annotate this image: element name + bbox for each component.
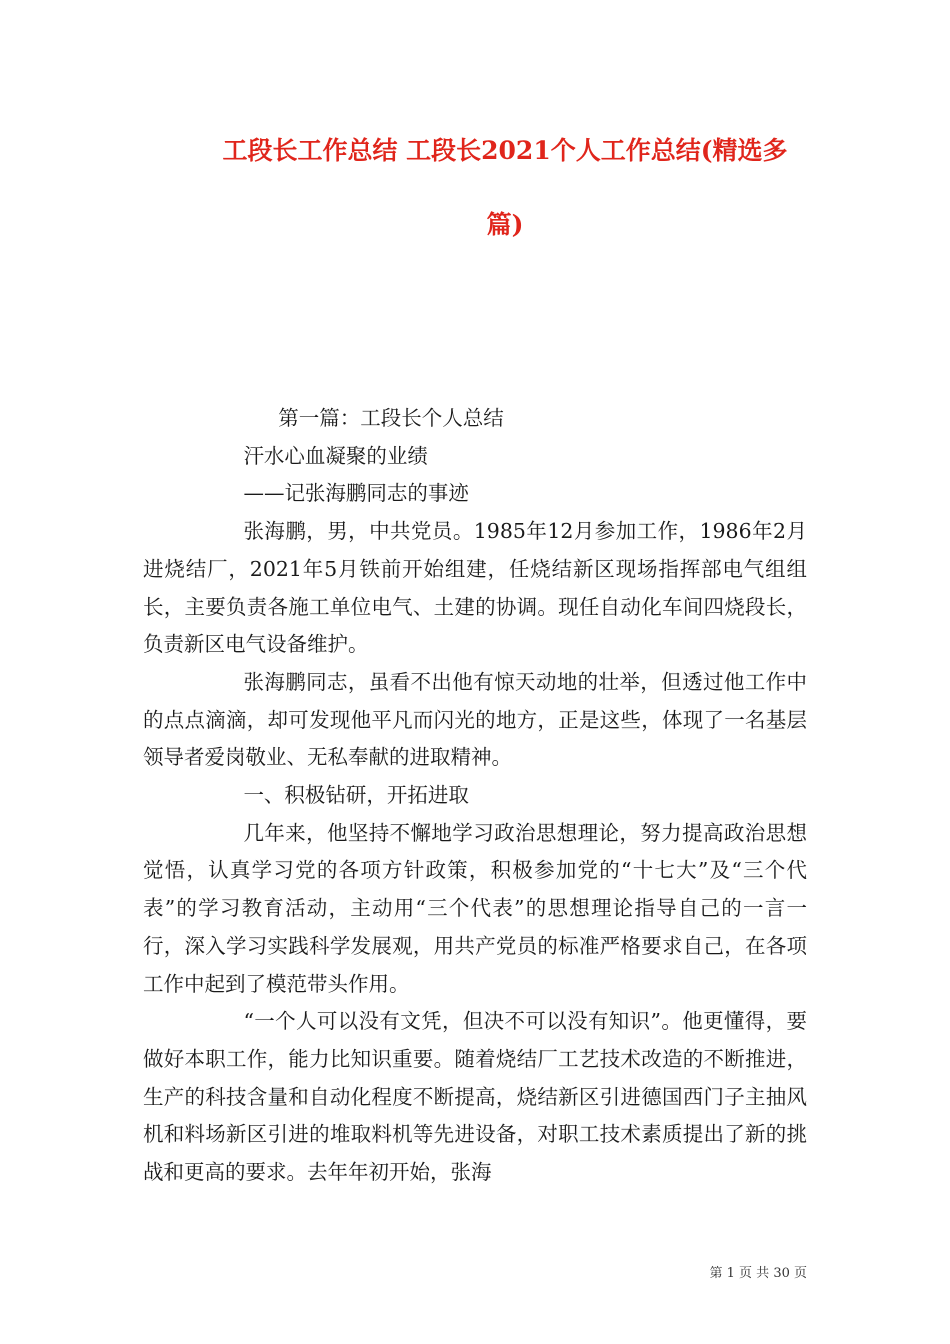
article-title: 汗水心血凝聚的业绩 <box>243 443 428 468</box>
paragraph: 张海鹏同志，虽看不出他有惊天动地的壮举，但透过他工作中的点点滴滴，却可发现他平凡而闪光的地方，正是这些，体现了一名基层领导者爱岗敬业、无私奉献的进取精神。 <box>143 669 807 770</box>
document-title-line-1: 工段长工作总结 工段长2021个人工作总结(精选多 <box>222 136 788 165</box>
subsection-heading: 一、积极钻研，开拓进取 <box>243 783 469 808</box>
section-heading: 第一篇：工段长个人总结 <box>278 406 504 430</box>
page-number: 第 1 页 共 30 页 <box>709 1266 807 1281</box>
paragraph: “一个人可以没有文凭，但决不可以没有知识”。他更懂得，要做好本职工作，能力比知识重要。随着烧结厂工艺技术改造的不断推进，生产的科技含量和自动化程度不断提高，烧结新区引进德国西门子主抽风机和料场新区引进的堆取料机等先进设备，对职工技术素质提出了新的挑战和更高的要求。去年年初开始，张海 <box>143 1009 807 1185</box>
document-title-line-2: 篇) <box>486 210 524 239</box>
paragraph: 几年来，他坚持不懈地学习政治思想理论，努力提高政治思想觉悟，认真学习党的各项方针政策，积极参加党的“十七大”及“三个代表”的学习教育活动，主动用“三个代表”的思想理论指导自己的一言一行，深入学习实践科学发展观，用共产党员的标准严格要求自己，在各项工作中起到了模范带头作用。 <box>143 820 807 996</box>
article-subtitle: ——记张海鹏同志的事迹 <box>243 481 469 506</box>
paragraph: 张海鹏，男，中共党员。1985年12月参加工作，1986年2月进烧结厂，2021年5月铁前开始组建，任烧结新区现场指挥部电气组组长，主要负责各施工单位电气、土建的协调。现任自动化车间四烧段长，负责新区电气设备维护。 <box>143 519 807 657</box>
document-body <box>143 400 807 1192</box>
